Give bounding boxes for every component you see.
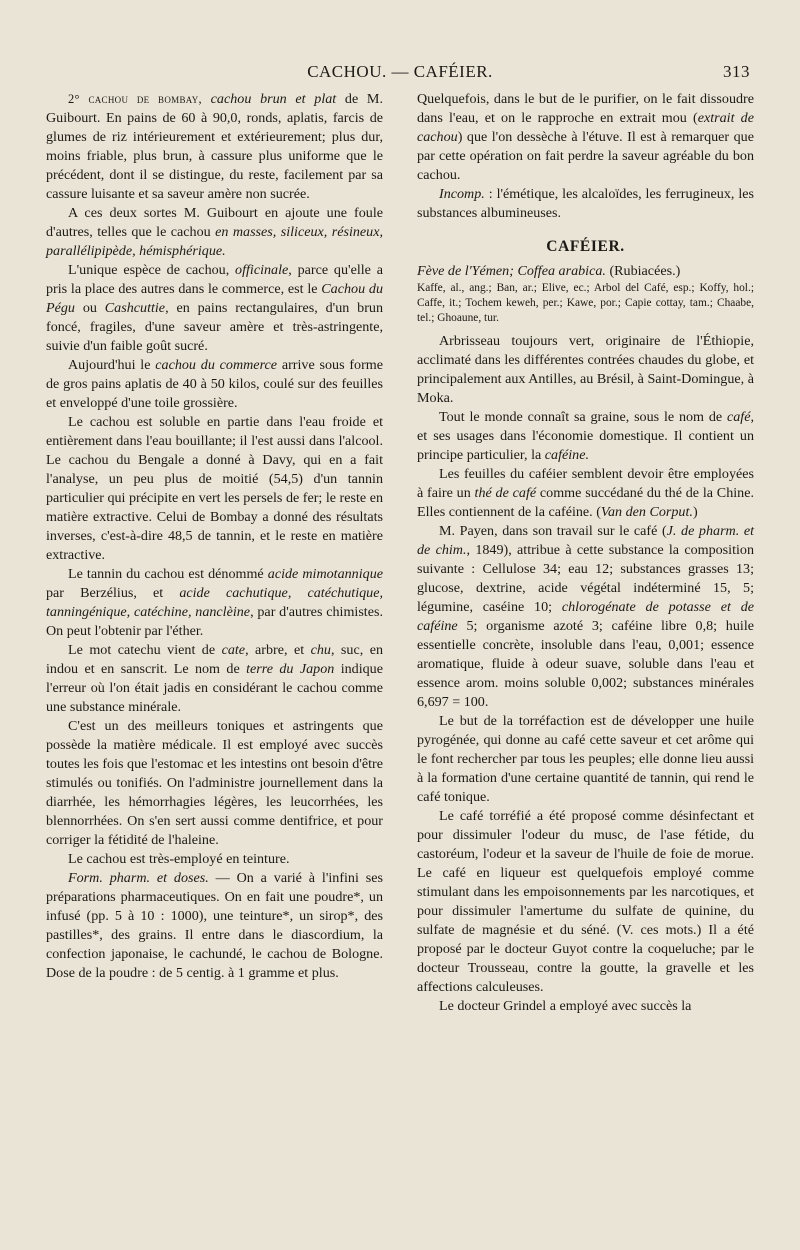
paragraph: [417, 522, 754, 712]
italic-term: J. de pharm. et de chim.: [417, 523, 755, 558]
entry-lead: 2° cachou de bombay,: [68, 92, 202, 106]
italic-term: officinale: [235, 262, 289, 278]
paragraph-text: , par d'autres chimistes. On peut l'obtenir par l'éther.: [46, 604, 383, 639]
paragraph: Arbrisseau toujours vert, originaire de l'Éthiopie, acclimaté dans les différentes contrées chaudes du globe, et principalement aux Antilles, au Brésil, à Saint-Domingue, à Moka.: [417, 333, 754, 406]
paragraph-text: comme succédané du thé de la Chine. Elles contiennent de la caféine. (: [417, 485, 755, 520]
paragraph-text: de M. Guibourt. En pains de 60 à 90,0, ronds, aplatis, farcis de glumes de riz intérieurement et extérieurement; plus dur, moins friable, plus brun, à cassure plus uniforme que le précédent, dont il se distingue, du reste, facilement par sa cassure luisante et sa saveur amère non sucrée.: [46, 91, 383, 202]
paragraph-text: Les feuilles du caféier semblent devoir être employées à faire un: [417, 466, 754, 501]
italic-term: Cachou du Pégu: [46, 281, 383, 316]
paragraph: [417, 408, 754, 465]
paragraph-text: par Berzélius, et: [46, 585, 164, 601]
paragraph-text: — On a varié à l'infini ses préparations pharmaceutiques. On en fait une poudre*, un infusé (pp. 5 à 10 : 1000), une teinture*, un sirop*, des pastilles*, des grains. Il entre dans le diascordium, la confection japonaise, le cachundé, le cachou de Bologne. Dose de la poudre : de 5 centig. à 1 gramme et plus.: [46, 870, 383, 981]
italic-term: en masses, siliceux, résineux, parallélipipède, hémisphérique.: [46, 224, 384, 259]
italic-term: Form. pharm. et doses.: [68, 870, 209, 886]
paragraph: [46, 641, 383, 717]
left-column: [46, 90, 383, 1016]
entry-subtitle: [417, 262, 754, 281]
italic-term: Incomp.: [439, 186, 485, 202]
italic-term: terre du Japon: [246, 661, 335, 677]
paragraph-text: indique l'erreur où l'on était jadis en considérant le cachou comme une substance minérale.: [46, 661, 383, 715]
paragraph-text: (Rubiacées.): [609, 263, 681, 279]
paragraph: Le docteur Grindel a employé avec succès la: [439, 998, 692, 1014]
paragraph-text: , et ses usages dans l'économie domestique. Il contient un principe particulier, la: [417, 409, 754, 463]
italic-term: thé de café: [474, 485, 537, 501]
section-title: CAFÉIER.: [546, 238, 625, 255]
italic-term: Van den Corput.: [600, 504, 693, 520]
right-column: [417, 90, 754, 1016]
italic-term: cachou du commerce: [155, 357, 278, 373]
paragraph: [417, 90, 754, 185]
paragraph-text: ): [692, 504, 698, 520]
paragraph-text: , arbre, et: [245, 642, 305, 658]
paragraph-text: ) que l'on dessèche à l'étuve. Il est à remarquer que par cette opération on fait perdre la saveur agréable du bon cachou.: [417, 129, 754, 183]
italic-term: extrait de cachou: [417, 110, 754, 145]
paragraph-text: Tout le monde connaît sa graine, sous le nom de: [439, 409, 723, 425]
page-header: [46, 58, 754, 88]
italic-term: cachou brun et plat: [210, 91, 337, 107]
paragraph-text: Quelquefois, dans le but de le purifier, on le fait dissoudre dans l'eau, et on le rapproche en extrait mou (: [417, 91, 754, 126]
italic-term: acide cachutique, catéchutique, tanningénique, catéchine, nanclèine: [46, 585, 383, 620]
paragraph: [46, 90, 383, 204]
paragraph: [46, 869, 383, 983]
italic-term: chlorogénate de potasse et de caféine: [417, 599, 754, 634]
italic-term: caféine.: [544, 447, 590, 463]
paragraph: Le but de la torréfaction est de développer une huile pyrogénée, qui donne au café cette saveur et cet arôme qui le font rechercher par tous les peuples; elle donne lieu aussi à la formation d'une certaine quantité de tannin, qui rend le café tonique.: [417, 713, 754, 805]
paragraph-text: L'unique espèce de cachou,: [68, 262, 230, 278]
italic-term: cate: [221, 642, 246, 658]
text-columns: [46, 90, 754, 1016]
paragraph: [46, 565, 383, 641]
page-number: 313: [723, 62, 750, 81]
paragraph-text: A ces deux sortes M. Guibourt en ajoute une foule d'autres, telles que le cachou: [46, 205, 383, 240]
paragraph: [417, 465, 754, 522]
paragraph-text: , 1849), attribue à cette substance la composition suivante : Cellulose 34; eau 12; substances grasses 13; glucose, dextrine, acide végétal indéterminé 15, 5; légumine, caséine 10;: [417, 542, 754, 615]
paragraph-text: arrive sous forme de gros pains aplatis de 40 à 50 kilos, coulé sur des feuilles et enveloppé d'une toile grossière.: [46, 357, 383, 411]
paragraph: [46, 356, 383, 413]
paragraph-text: M. Payen, dans son travail sur le café (: [439, 523, 667, 539]
paragraph: Le café torréfié a été proposé comme désinfectant et pour dissimuler l'odeur du musc, de l'ase fétide, du castoréum, l'odeur et la saveur de l'huile de foie de morue. Le café en liqueur est quelquefois employé comme stimulant dans les empoisonnements par les narcotiques, et pour dissimuler l'amertume du sulfate de quinine, du sulfate de magnésie et du séné. (V. ces mots.) Il a été proposé par le docteur Guyot contre la coqueluche; par le docteur Trousseau, contre la goutte, la gravelle et les affections calculeuses.: [417, 808, 754, 995]
paragraph: Le cachou est soluble en partie dans l'eau froide et entièrement dans l'eau bouillante; il l'est aussi dans l'alcool. Le cachou du Bengale a donné à Davy, qui en a fait l'analyse, un peu plus de moitié (54,5) d'un tannin particulier qui précipite en vert les persels de fer; le reste en matière extractive. Celui de Bombay a donné des résultats inverses, c'est-à-dire 48,5 de tannin, et le reste en matière extractive.: [46, 414, 383, 563]
italic-term: Cashcuttie: [104, 300, 166, 316]
paragraph: [46, 261, 383, 356]
paragraph-text: ou: [82, 300, 97, 316]
italic-term: acide mimotannique: [267, 566, 383, 582]
paragraph: Le cachou est très-employé en teinture.: [68, 851, 290, 867]
paragraph-text: , en pains rectangulaires, d'un brun foncé, fragiles, d'une saveur amère et très-astringente, suivie d'un faible goût sucré.: [46, 300, 383, 354]
paragraph-text: : l'émétique, les alcaloïdes, les ferrugineux, les substances albumineuses.: [417, 186, 754, 221]
italic-term: chu: [310, 642, 331, 658]
italic-term: Fève de l'Yémen; Coffea arabica.: [417, 263, 606, 279]
paragraph: [46, 204, 383, 261]
italic-term: café: [726, 409, 751, 425]
synonyms: Kaffe, al., ang.; Ban, ar.; Elive, ec.; Arbol del Café, esp.; Koffy, hol.; Caffe, it.; Tochem keweh, per.; Kawe, por.; Capie cottay, tam.; Chaabe, tel.; Ghoaune, tur.: [417, 282, 754, 324]
paragraph-text: Le tannin du cachou est dénommé: [68, 566, 264, 582]
paragraph-text: 5; organisme azoté 3; caféine libre 0,8; huile essentielle concrète, insoluble dans l'eau, 0,001; essence aromatique, fluide à odeur suave, soluble dans l'eau et essence arom. moins soluble 0,002; substances minérales 6,697 = 100.: [417, 618, 754, 710]
paragraph: C'est un des meilleurs toniques et astringents que possède la matière médicale. Il est employé avec succès toutes les fois que l'estomac et les intestins ont besoin d'être stimulés ou tonifiés. On l'administre journellement dans la diarrhée, les hémorrhagies légères, les leucorrhées, les blennorrhées. On s'en sert aussi comme dentifrice, et pour corriger la fétidité de l'haleine.: [46, 718, 383, 848]
paragraph-text: , suc, en indou et en sanscrit. Le nom de: [46, 642, 383, 677]
paragraph: [417, 185, 754, 223]
paragraph-text: , parce qu'elle a pris la place des autres dans le commerce, est le: [46, 262, 383, 297]
paragraph-text: Aujourd'hui le: [68, 357, 151, 373]
paragraph-text: Le mot catechu vient de: [68, 642, 216, 658]
running-head: CACHOU. — CAFÉIER.: [307, 62, 493, 81]
